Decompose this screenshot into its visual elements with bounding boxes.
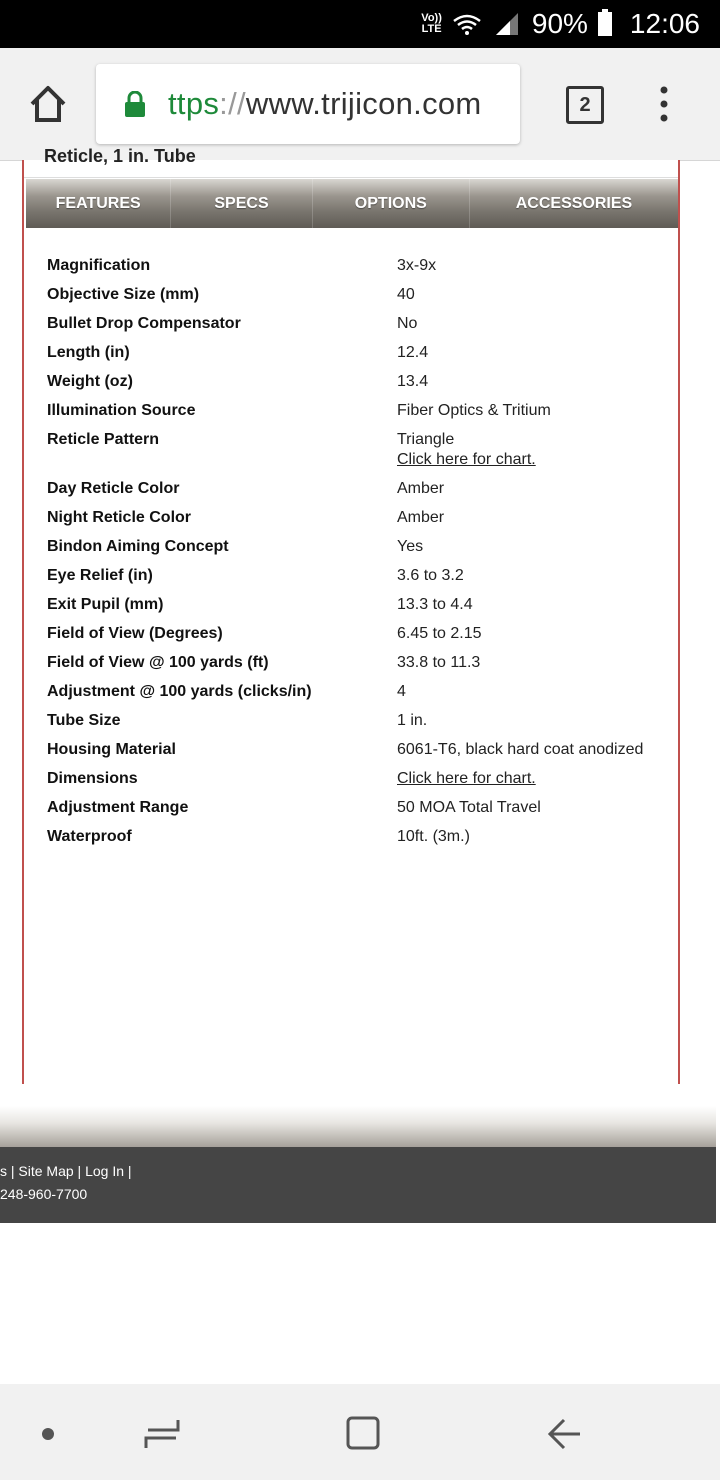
- spec-value: 13.4: [397, 373, 429, 390]
- spec-value: 3x-9x: [397, 257, 437, 274]
- spec-value: [397, 430, 667, 470]
- spec-row: [47, 372, 667, 392]
- spec-row: [47, 653, 667, 673]
- spec-row: [47, 285, 667, 305]
- site-footer: [0, 1147, 716, 1223]
- wifi-icon: [452, 13, 482, 35]
- spec-row: [47, 740, 667, 760]
- tab-features[interactable]: FEATURES: [26, 179, 171, 228]
- spec-value: Amber: [397, 480, 445, 497]
- spec-label: Adjustment Range: [47, 799, 189, 816]
- spec-label: Exit Pupil (mm): [47, 596, 164, 613]
- spec-row: [47, 711, 667, 731]
- address-bar[interactable]: [96, 64, 520, 144]
- spec-label: Night Reticle Color: [47, 509, 192, 526]
- url-text[interactable]: ttps://www.trijicon.com: [168, 86, 482, 121]
- product-tabs: [26, 179, 678, 228]
- spec-value: Fiber Optics & Tritium: [397, 402, 551, 419]
- spec-value: 10ft. (3m.): [397, 828, 470, 845]
- spec-value: 6061-T6, black hard coat anodized: [397, 741, 644, 758]
- nav-dot-icon[interactable]: [42, 1428, 54, 1440]
- browser-toolbar: [0, 48, 720, 161]
- tab-accessories[interactable]: ACCESSORIES: [515, 194, 633, 212]
- spec-row: [47, 256, 667, 276]
- divider: [24, 177, 678, 178]
- spec-value: 33.8 to 11.3: [397, 654, 481, 671]
- volte-indicator: Vo)) LTE: [421, 12, 442, 35]
- dimensions-chart-link[interactable]: Click here for chart.: [397, 770, 536, 787]
- spec-label: Dimensions: [47, 770, 138, 787]
- spec-label: Magnification: [47, 257, 151, 274]
- footer-links: s | Site Map | Log In |: [0, 1163, 132, 1179]
- battery-percent: 90%: [531, 8, 588, 39]
- footer-phone[interactable]: 248-960-7700: [0, 1186, 88, 1202]
- spec-value: 12.4: [397, 344, 429, 361]
- spec-row: [47, 624, 667, 644]
- spec-value-text: Triangle: [397, 431, 455, 448]
- footer-link-log-in[interactable]: Log In: [85, 1163, 125, 1179]
- home-nav-icon[interactable]: [346, 1416, 380, 1450]
- system-nav-bar: [0, 1384, 720, 1480]
- spec-row: [47, 508, 667, 528]
- home-icon[interactable]: [28, 84, 68, 124]
- spec-value: [397, 769, 667, 789]
- footer-link-site-map[interactable]: Site Map: [18, 1163, 74, 1179]
- spec-value: 3.6 to 3.2: [397, 567, 464, 584]
- spec-label: Length (in): [47, 344, 130, 361]
- spec-row: [47, 566, 667, 586]
- reticle-chart-link[interactable]: Click here for chart.: [397, 451, 536, 468]
- spec-label: Adjustment @ 100 yards (clicks/in): [47, 683, 312, 700]
- spec-value: 4: [397, 683, 406, 700]
- spec-value: 1 in.: [397, 712, 428, 729]
- spec-label: Housing Material: [47, 741, 176, 758]
- lock-icon: [124, 91, 146, 117]
- tab-options[interactable]: OPTIONS: [313, 179, 470, 228]
- spec-label: Field of View @ 100 yards (ft): [47, 654, 269, 671]
- status-bar: [0, 0, 720, 48]
- spec-label: Waterproof: [47, 828, 132, 845]
- specs-table: [47, 256, 667, 856]
- spec-value: No: [397, 315, 418, 332]
- spec-row: [47, 769, 667, 789]
- spec-row: [47, 798, 667, 818]
- product-title: Reticle, 1 in. Tube: [44, 146, 196, 166]
- footer-gradient: [0, 1106, 716, 1148]
- tab-specs[interactable]: SPECS: [171, 179, 312, 228]
- recent-apps-icon[interactable]: [144, 1416, 180, 1452]
- spec-label: Illumination Source: [47, 402, 196, 419]
- spec-label: Reticle Pattern: [47, 431, 160, 448]
- spec-row: [47, 595, 667, 615]
- spec-row: [47, 314, 667, 334]
- battery-icon: [598, 12, 612, 36]
- spec-row: [47, 343, 667, 363]
- overflow-menu-icon[interactable]: [656, 86, 672, 122]
- product-panel: [22, 146, 680, 1084]
- signal-icon: [492, 13, 522, 35]
- spec-row: [47, 401, 667, 421]
- spec-row: [47, 537, 667, 557]
- spec-row: [47, 682, 667, 702]
- spec-label: Bindon Aiming Concept: [47, 538, 229, 555]
- spec-value: 40: [397, 286, 415, 303]
- spec-label: Day Reticle Color: [47, 480, 180, 497]
- spec-label: Tube Size: [47, 712, 121, 729]
- spec-label: Field of View (Degrees): [47, 625, 223, 642]
- spec-value: Yes: [397, 538, 424, 555]
- back-icon[interactable]: [546, 1416, 582, 1452]
- tab-switcher-button[interactable]: 2: [566, 86, 604, 124]
- spec-row: [47, 430, 667, 470]
- spec-value: 6.45 to 2.15: [397, 625, 482, 642]
- spec-value: 50 MOA Total Travel: [397, 799, 541, 816]
- spec-value: 13.3 to 4.4: [397, 596, 473, 613]
- spec-row: [47, 827, 667, 847]
- clock: 12:06: [629, 8, 700, 39]
- spec-label: Weight (oz): [47, 373, 133, 390]
- spec-value: Amber: [397, 509, 445, 526]
- spec-label: Objective Size (mm): [47, 286, 200, 303]
- spec-label: Bullet Drop Compensator: [47, 315, 241, 332]
- spec-row: [47, 479, 667, 499]
- spec-label: Eye Relief (in): [47, 567, 153, 584]
